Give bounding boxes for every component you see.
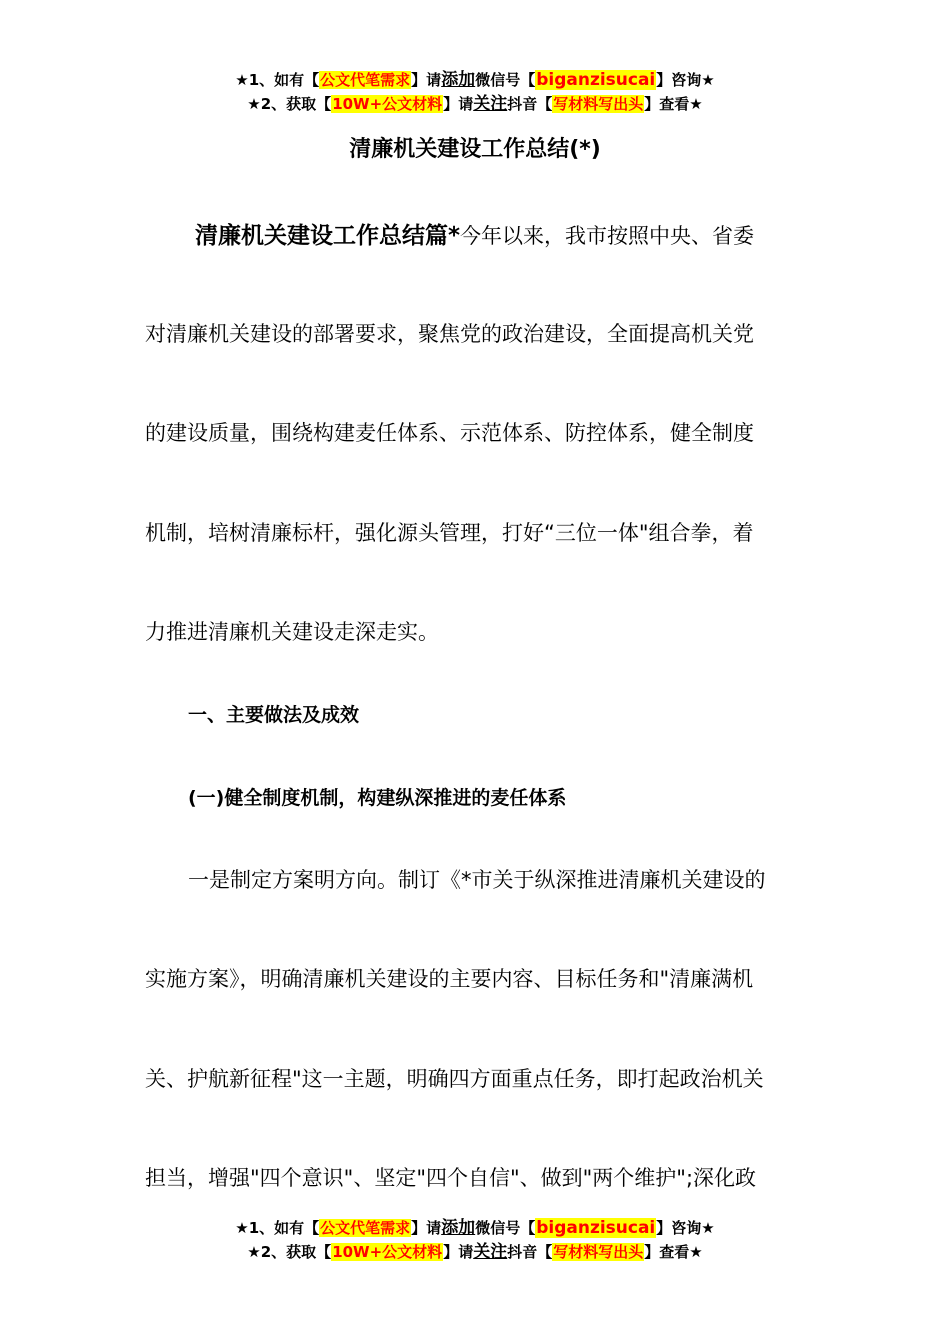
paragraph-line: 机制，培树清廉标杆，强化源头管理，打好“三位一体"组合拳，着: [145, 521, 754, 545]
banner-text: ★1、如有【: [235, 1219, 320, 1237]
document-title: 清廉机关建设工作总结(*): [349, 137, 601, 162]
banner-highlight: 10W+公文材料: [332, 1243, 443, 1261]
paragraph-line: 的建设质量，围绕构建麦任体系、示范体系、防控体系，健全制度: [145, 421, 754, 445]
banner-highlight: biganzisucai: [536, 70, 656, 90]
top-banner: [0, 68, 950, 116]
paragraph-line: 关、护航新征程"这一主题，明确四方面重点任务，即打起政治机关: [145, 1067, 764, 1091]
banner-text: ★2、获取【: [247, 1243, 332, 1261]
paragraph-line: 实施方案》，明确清廉机关建设的主要内容、目标任务和"清廉满机: [145, 967, 754, 991]
banner-highlight: 写材料写出头: [553, 95, 644, 113]
paragraph-line: 担当，增强"四个意识"、坚定"四个自信"、做到"两个维护";深化政: [145, 1166, 757, 1190]
banner-text: 】咨询★: [656, 71, 715, 89]
subsection-heading: (一)健全制度机制，构建纵深推进的麦任体系: [188, 787, 567, 809]
banner-text: 微信号【: [475, 71, 536, 89]
banner-underline: 关注: [473, 94, 508, 114]
bottom-banner: [0, 1216, 950, 1264]
banner-text: ★1、如有【: [235, 71, 320, 89]
banner-highlight: 10W+公文材料: [332, 95, 443, 113]
banner-text: 】请: [411, 1219, 442, 1237]
banner-text: 抖音【: [507, 1243, 553, 1261]
banner-text: 】请: [411, 71, 442, 89]
banner-highlight: 公文代笔需求: [320, 1219, 411, 1237]
paragraph-line: 一是制定方案明方向。制订《*市关于纵深推进清廉机关建设的: [188, 868, 766, 892]
paragraph-text: 今年以来，我市按照中央、省委: [460, 224, 755, 248]
paragraph-line: 力推进清廉机关建设走深走实。: [145, 620, 439, 644]
banner-text: 】请: [443, 95, 474, 113]
banner-text: 微信号【: [475, 1219, 536, 1237]
banner-underline: 关注: [473, 1242, 508, 1262]
banner-underline: 添加: [441, 70, 476, 90]
lead-bold-text: 清廉机关建设工作总结篇*: [195, 223, 461, 249]
banner-line-2: [0, 1240, 950, 1264]
banner-text: 】查看★: [644, 95, 703, 113]
banner-highlight: 公文代笔需求: [320, 71, 411, 89]
banner-highlight: biganzisucai: [536, 1218, 656, 1238]
banner-text: 】查看★: [644, 1243, 703, 1261]
banner-text: 】请: [443, 1243, 474, 1261]
banner-text: ★2、获取【: [247, 95, 332, 113]
banner-line-1: [0, 68, 950, 92]
banner-text: 】咨询★: [656, 1219, 715, 1237]
banner-line-1: [0, 1216, 950, 1240]
banner-line-2: [0, 92, 950, 116]
section-heading: 一、主要做法及成效: [188, 704, 360, 726]
paragraph-line: 对清廉机关建设的部署要求，聚焦党的政治建设，全面提高机关党: [145, 322, 754, 346]
banner-highlight: 写材料写出头: [553, 1243, 644, 1261]
banner-text: 抖音【: [507, 95, 553, 113]
paragraph-line: [195, 220, 860, 252]
banner-underline: 添加: [441, 1218, 476, 1238]
